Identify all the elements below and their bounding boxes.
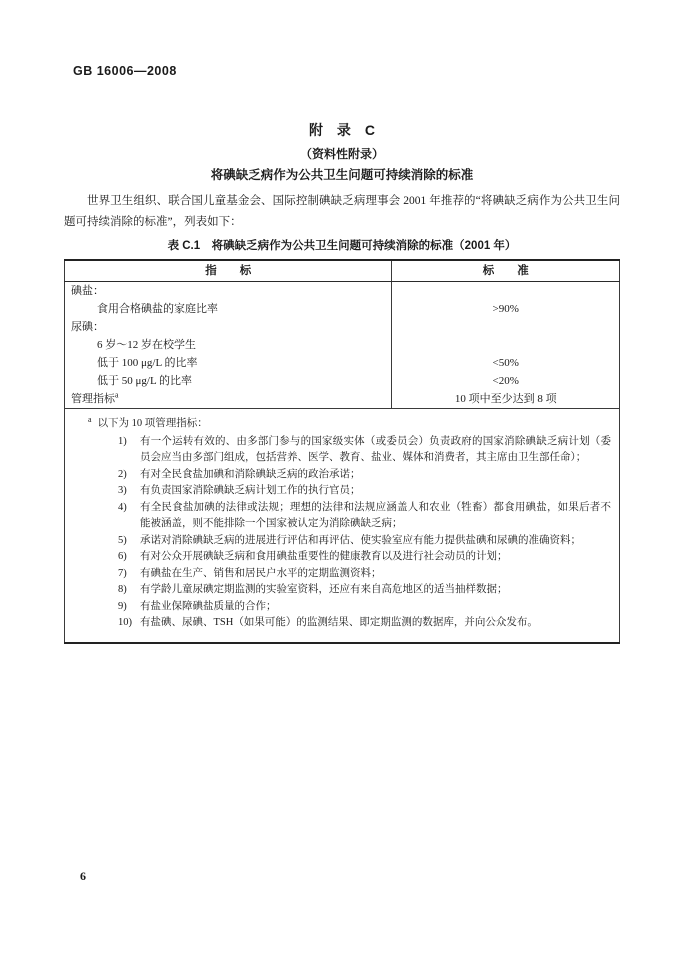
standards-table [64, 259, 620, 644]
standard-cell [392, 336, 620, 354]
table-caption: 表 C.1 将碘缺乏病作为公共卫生问题可持续消除的标准（2001 年） [167, 240, 517, 252]
table-row [65, 354, 620, 372]
column-header-standard: 标 准 [392, 260, 620, 282]
footnote-item-text: 有全民食盐加碘的法律或法规；理想的法律和法规应涵盖人和农业（牲畜）都食用碘盐，如果后者不能被涵盖，则不能排除一个国家被认定为消除碘缺乏病； [140, 501, 611, 529]
standard-cell [392, 318, 620, 336]
appendix-subheading: （资料性附录） [299, 147, 384, 161]
footnote-item-number: 1) [118, 435, 127, 447]
indicator-cell: 低于 50 μg/L 的比率 [65, 372, 392, 390]
table-row [65, 318, 620, 336]
table-body [65, 282, 620, 409]
standard-cell [392, 282, 620, 301]
footnote-item-text: 有一个运转有效的、由多部门参与的国家级实体（或委员会）负责政府的国家消除碘缺乏病计划（委员会应当由多部门组成，包括营养、医学、教育、盐业、媒体和消费者，其主席由卫生部任命）； [140, 435, 611, 463]
footnote-marker: a [88, 414, 92, 424]
footnote-item-text: 有盐业保障碘盐质量的合作； [140, 600, 277, 612]
table-head [65, 260, 620, 282]
indicator-cell: 尿碘： [65, 318, 392, 336]
footnote-item-text: 有碘盐在生产、销售和居民户水平的定期监测资料； [140, 567, 382, 579]
footnote-item-number: 2) [118, 468, 127, 480]
footnote-item-text: 有对全民食盐加碘和消除碘缺乏病的政治承诺； [140, 468, 361, 480]
doc-number: GB 16006—2008 [73, 64, 177, 78]
footnote-item [118, 467, 611, 484]
indicator-cell: 管理指标$^a$ [65, 390, 392, 409]
standard-cell: 10 项中至少达到 8 项 [454, 392, 557, 405]
table-foot [65, 409, 620, 643]
footnote-list [88, 434, 611, 632]
footnote-item [118, 566, 611, 583]
footnote-item-text: 承诺对消除碘缺乏病的进展进行评估和再评估、使实验室应有能力提供盐碘和尿碘的准确资料； [140, 534, 581, 546]
table-row [65, 300, 620, 318]
footnote-lead-text: 以下为 10 项管理指标： [97, 418, 208, 429]
footnote-item-number: 8) [118, 584, 127, 595]
footnote-item-text: 有盐碘、尿碘、TSH（如果可能）的监测结果、即定期监测的数据库，并向公众发布。 [140, 617, 538, 628]
indicator-cell: 低于 100 μg/L 的比率 [65, 354, 392, 372]
standard-cell: >90% [492, 302, 519, 315]
column-header-indicator: 指 标 [65, 260, 392, 282]
page-number: 6 [80, 869, 86, 883]
footnote-item [118, 434, 611, 467]
standard-cell: <20% [492, 374, 519, 387]
page-content [64, 120, 620, 644]
footnote-item [118, 533, 611, 550]
table-header-row [65, 260, 620, 282]
indicator-cell: 6 岁～12 岁在校学生 [65, 336, 392, 354]
footnote-item-number: 7) [118, 567, 127, 579]
footnote-item [118, 549, 611, 566]
standard-cell: <50% [492, 356, 519, 369]
footnote-item-text: 有学龄儿童尿碘定期监测的实验室资料，还应有来自高危地区的适当抽样数据； [140, 584, 508, 595]
footnote-item-number: 6) [118, 551, 127, 562]
footnote-item [118, 500, 611, 533]
footnote [88, 416, 611, 632]
indicator-cell: 碘盐： [65, 282, 392, 301]
footnote-ref: a [115, 389, 119, 399]
footnote-item [118, 599, 611, 616]
footnote-item-number: 10) [118, 617, 132, 628]
intro-paragraph: 世界卫生组织、联合国儿童基金会、国际控制碘缺乏病理事会 2001 年推荐的“将碘缺乏病作为公共卫生问题可持续消除的标准”，列表如下： [64, 195, 620, 228]
footnote-cell [65, 409, 620, 643]
footnote-item-number: 5) [118, 534, 127, 546]
footnote-item-number: 9) [118, 600, 127, 612]
table-row [65, 390, 620, 409]
footnote-item-text: 有对公众开展碘缺乏病和食用碘盐重要性的健康教育以及进行社会动员的计划； [140, 551, 508, 562]
footnote-item-number: 3) [118, 485, 127, 496]
indicator-cell: 食用合格碘盐的家庭比率 [65, 300, 392, 318]
appendix-heading: 附 录 C [308, 122, 376, 138]
footnote-item [118, 582, 611, 599]
table-row [65, 336, 620, 354]
footnote-item-text: 有负责国家消除碘缺乏病计划工作的执行官员； [140, 485, 361, 496]
appendix-title: 将碘缺乏病作为公共卫生问题可持续消除的标准 [210, 168, 474, 182]
footnote-lead [88, 416, 611, 433]
table-row [65, 282, 620, 301]
footnote-item-number: 4) [118, 501, 127, 513]
table-row [65, 372, 620, 390]
footnote-item [118, 483, 611, 500]
footnote-item [118, 615, 611, 632]
footnote-row [65, 409, 620, 643]
